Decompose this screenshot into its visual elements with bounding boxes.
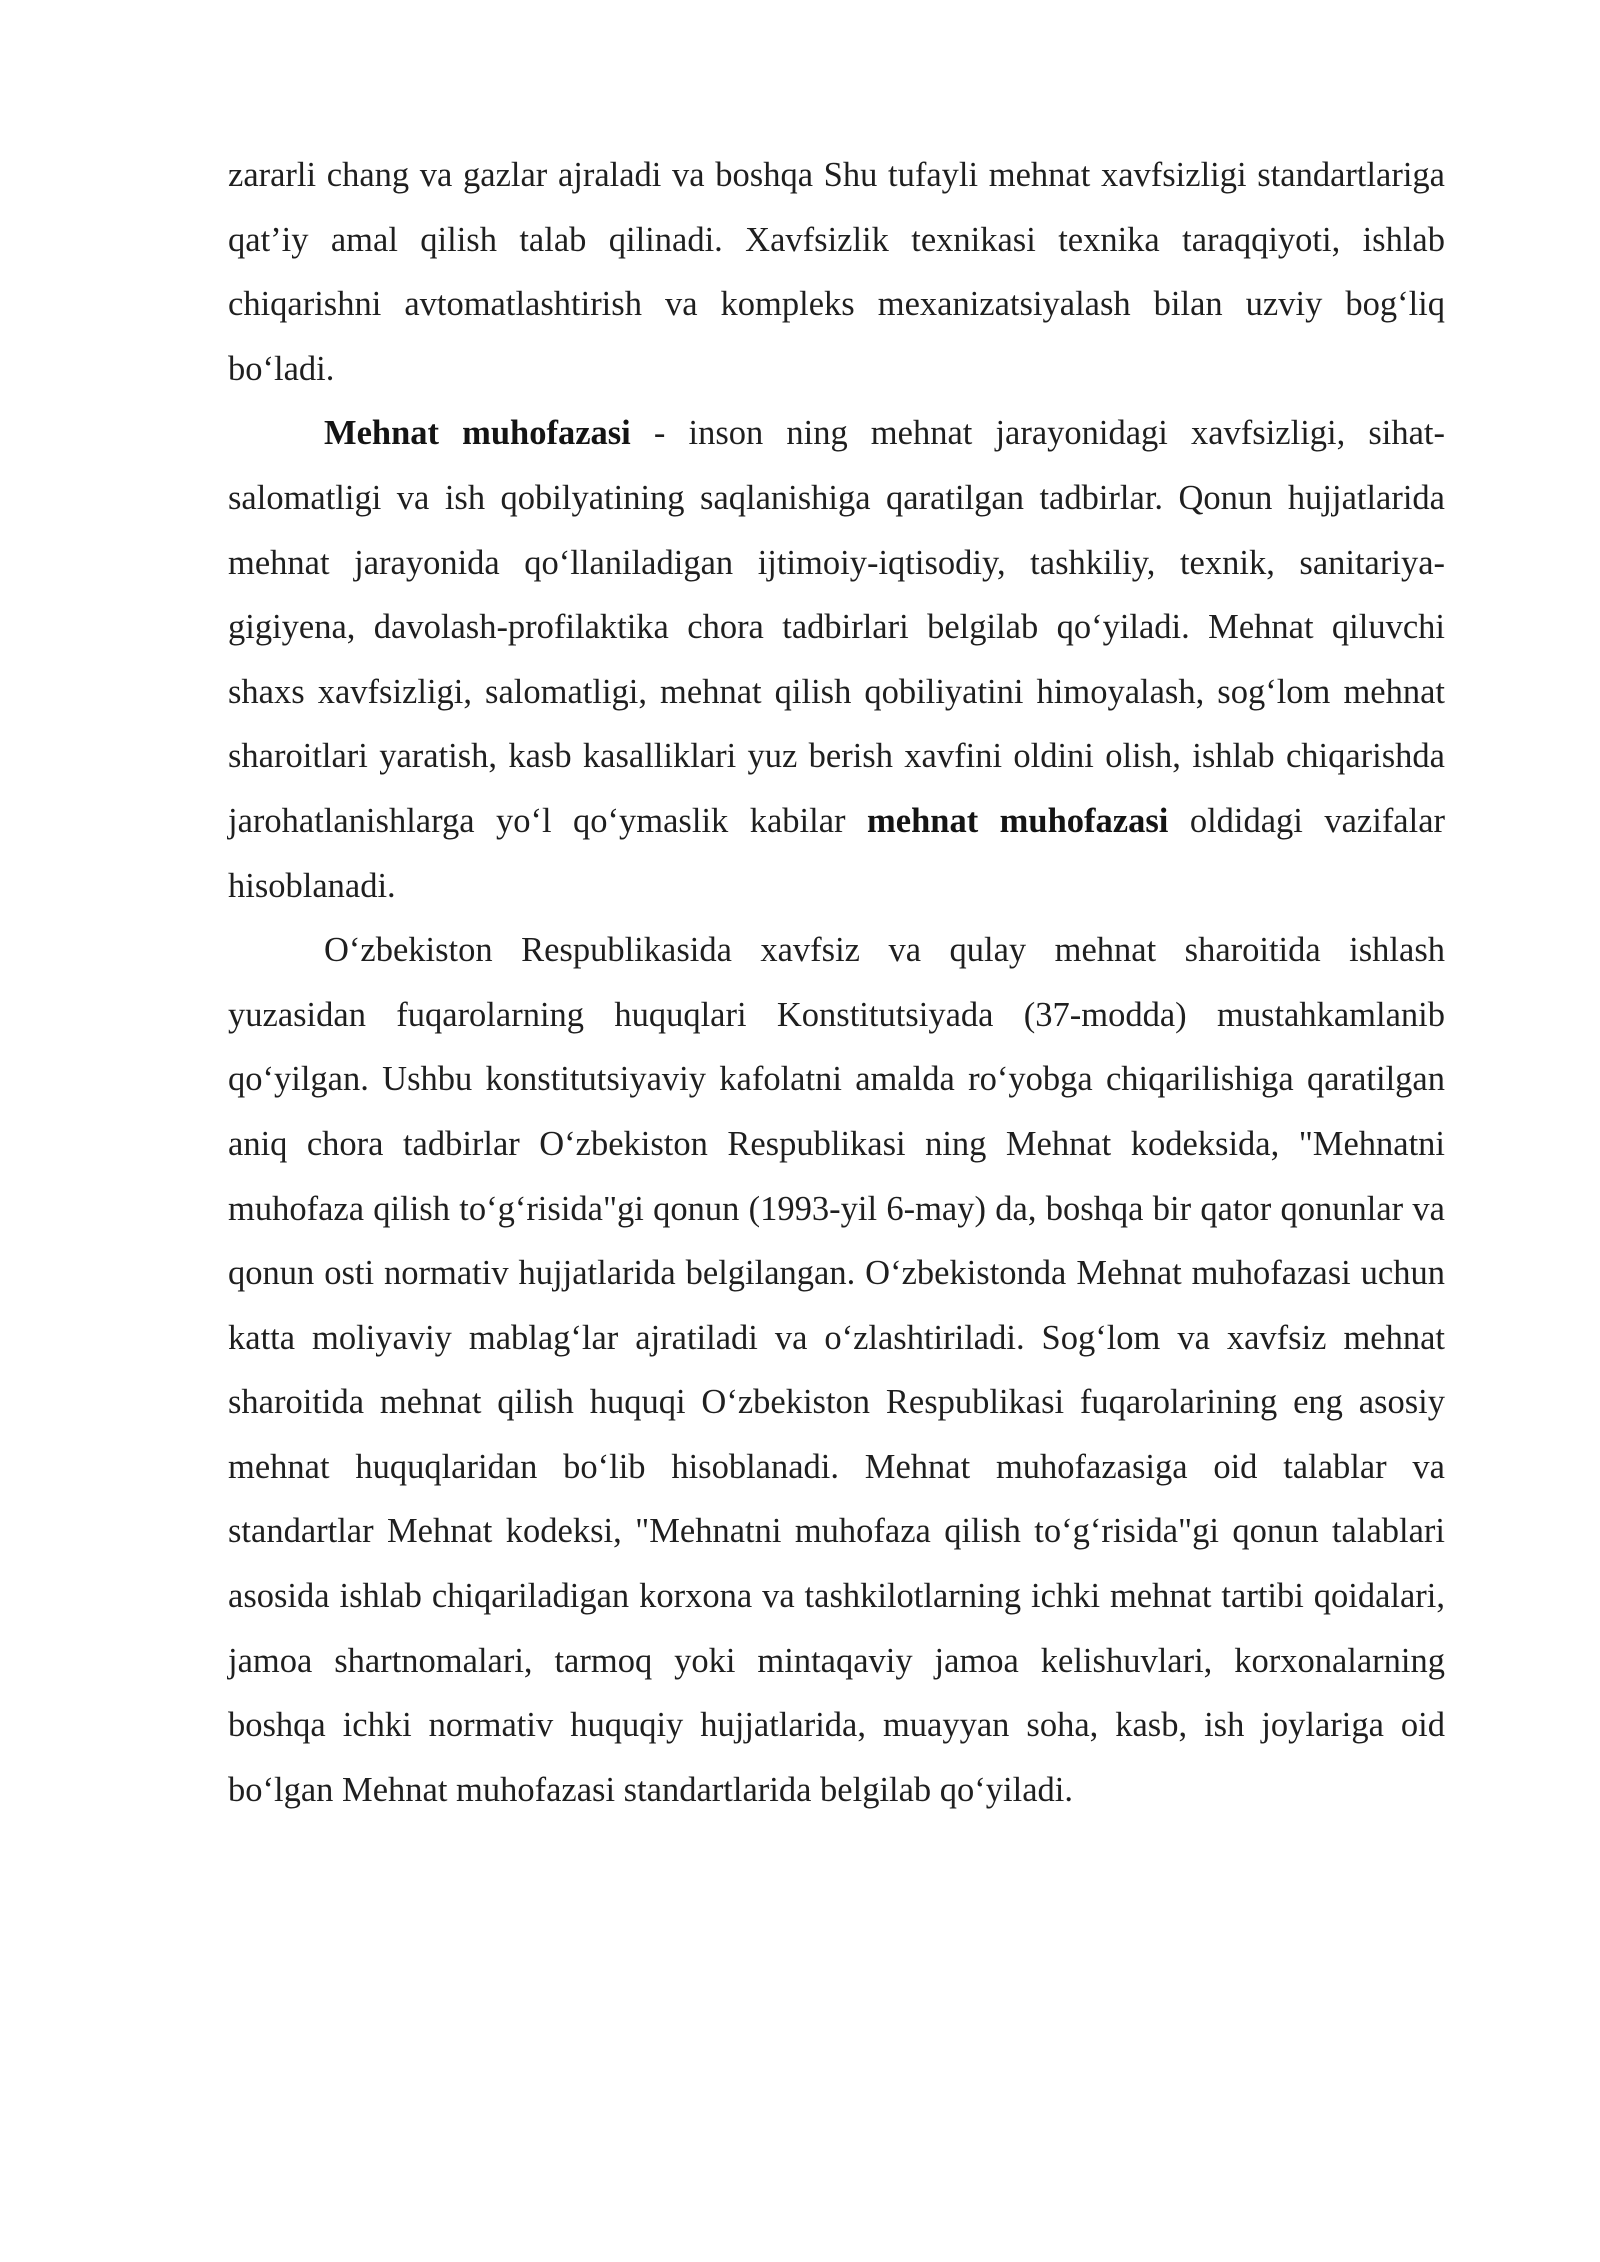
- paragraph-2: [228, 401, 1445, 918]
- paragraph-2-text-a: - inson ning mehnat jarayonidagi xavfsizligi, sihat-salomatligi va ish qobilyatining saqlanishiga qaratilgan tadbirlar. Qonun hujjatlarida mehnat jarayonida qo‘llaniladigan ijtimoiy-iqtisodiy, tashkiliy, texnik, sanitariya-gigiyena, davolash-profilaktika chora tadbirlari belgilab qo‘yiladi. Mehnat qiluvchi shaxs xavfsizligi, salomatligi, mehnat qilish qobiliyatini himoyalash, sog‘lom mehnat sharoitlari yaratish, kasb kasalliklari yuz berish xavfini oldini olish, ishlab chiqarishda jarohatlanishlarga yo‘l qo‘ymaslik kabilar: [228, 414, 1446, 840]
- paragraph-1: [228, 143, 1445, 401]
- paragraph-2-text-b: oldidagi vazifalar hisoblanadi.: [228, 801, 1446, 905]
- document-page: [228, 143, 1445, 1822]
- term-mehnat-muhofazasi-inline: mehnat muhofazasi: [867, 801, 1169, 840]
- term-mehnat-muhofazasi: Mehnat muhofazasi: [324, 414, 631, 453]
- paragraph-3-text: O‘zbekiston Respublikasida xavfsiz va qulay mehnat sharoitida ishlash yuzasidan fuqarolarning huquqlari Konstitutsiyada (37-modda) mustahkamlanib qo‘yilgan. Ushbu konstitutsiyaviy kafolatni amalda ro‘yobga chiqarilishiga qaratilgan aniq chora tadbirlar O‘zbekiston Respublikasi ning Mehnat kodeksida, "Mehnatni muhofaza qilish to‘g‘risida"gi qonun (1993-yil 6-may) da, boshqa bir qator qonunlar va qonun osti normativ hujjatlarida belgilangan. O‘zbekistonda Mehnat muhofazasi uchun katta moliyaviy mablag‘lar ajratiladi va o‘zlashtiriladi. Sog‘lom va xavfsiz mehnat sharoitida mehnat qilish huquqi O‘zbekiston Respublikasi fuqarolarining eng asosiy mehnat huquqlaridan bo‘lib hisoblanadi. Mehnat muhofazasiga oid talablar va standartlar Mehnat kodeksi, "Mehnatni muhofaza qilish to‘g‘risida"gi qonun talablari asosida ishlab chiqariladigan korxona va tashkilotlarning ichki mehnat tartibi qoidalari, jamoa shartnomalari, tarmoq yoki mintaqaviy jamoa kelishuvlari, korxonalarning boshqa ichki normativ huquqiy hujjatlarida, muayyan soha, kasb, ish joylariga oid bo‘lgan Mehnat muhofazasi standartlarida belgilab qo‘yiladi.: [228, 931, 1445, 1809]
- paragraph-1-text: zararli chang va gazlar ajraladi va boshqa Shu tufayli mehnat xavfsizligi standartlariga qat’iy amal qilish talab qilinadi. Xavfsizlik texnikasi texnika taraqqiyoti, ishlab chiqarishni avtomatlashtirish va kompleks mexanizatsiyalash bilan uzviy bog‘liq bo‘ladi.: [228, 156, 1445, 388]
- paragraph-3: [228, 918, 1445, 1822]
